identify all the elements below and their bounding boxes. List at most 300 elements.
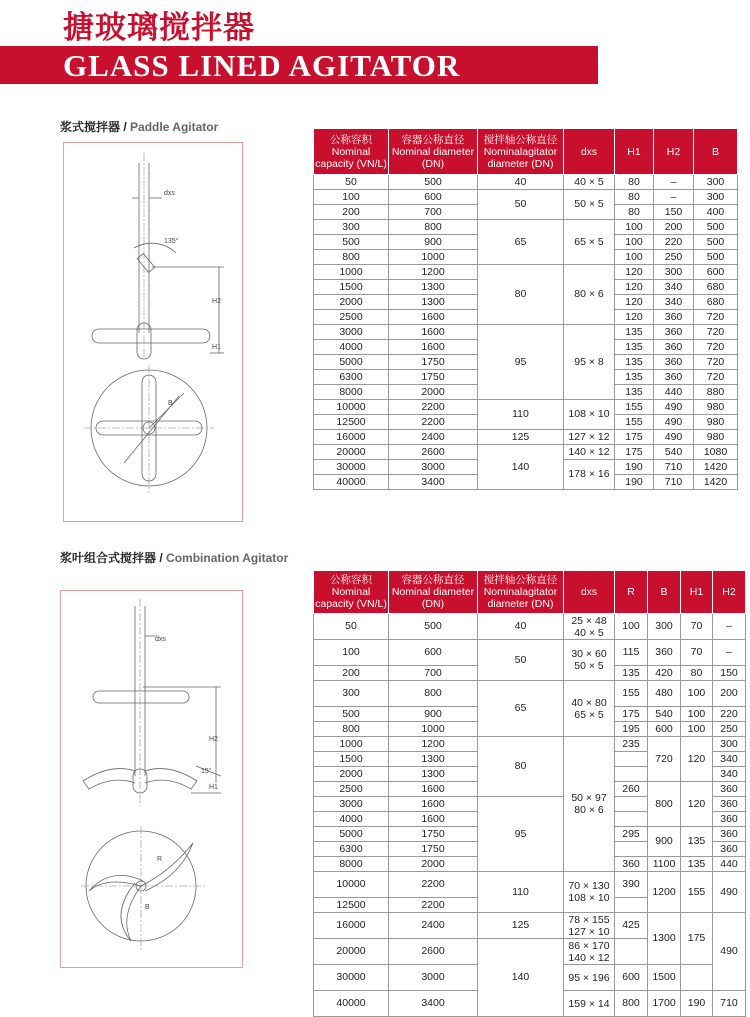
table-row: [314, 400, 738, 415]
table-cell: 490: [713, 913, 746, 991]
table-cell: 100: [314, 190, 389, 205]
table-cell: 10000: [314, 872, 389, 898]
combination-title-sep: /: [159, 551, 163, 565]
table-cell: 50: [314, 614, 389, 640]
table-cell: 425: [615, 913, 648, 939]
table-cell: 700: [389, 205, 478, 220]
table-cell: 980: [694, 430, 738, 445]
table-cell: 65 × 5: [564, 220, 615, 265]
table-cell: 3000: [314, 325, 389, 340]
table-cell: 300: [314, 681, 389, 707]
table-cell: 150: [654, 205, 694, 220]
paddle-drawing: [63, 142, 243, 522]
table-cell: 1750: [389, 370, 478, 385]
table-cell: 135: [615, 340, 654, 355]
table-cell: 16000: [314, 430, 389, 445]
table-cell: 800: [314, 250, 389, 265]
table-cell: 100: [681, 681, 713, 707]
table-cell: 110: [478, 872, 564, 913]
paddle-spec-table: [313, 128, 738, 490]
col-header-capacity: 公称容积 Nominal capacity (VN/L): [314, 129, 389, 175]
table-cell: 100: [681, 707, 713, 722]
r-label: R: [157, 856, 163, 863]
table-cell: 490: [654, 415, 694, 430]
table-cell: 2000: [389, 857, 478, 872]
table-cell: 135: [615, 355, 654, 370]
table-cell: 30 × 60 50 × 5: [564, 640, 615, 681]
table-cell: 80: [681, 666, 713, 681]
paddle-section-title: [60, 118, 218, 135]
table-cell: 2200: [389, 400, 478, 415]
table-cell: 1420: [694, 475, 738, 490]
table-row: [314, 325, 738, 340]
table-cell: 3000: [314, 797, 389, 812]
table-cell: 340: [713, 752, 746, 767]
col-header-dxs: dxs: [564, 129, 615, 175]
table-cell: 50 × 5: [564, 190, 615, 220]
table-cell: 190: [615, 460, 654, 475]
table-cell: 100: [615, 220, 654, 235]
table-cell: 40: [478, 175, 564, 190]
table-cell: 2200: [389, 415, 478, 430]
table-cell: 80: [615, 205, 654, 220]
table-cell: 3000: [389, 965, 478, 991]
table-cell: 440: [713, 857, 746, 872]
table-cell: 1750: [389, 355, 478, 370]
table-cell: 155: [615, 681, 648, 707]
table-cell: 600: [615, 965, 648, 991]
table-cell: 1420: [694, 460, 738, 475]
table-cell: 155: [615, 400, 654, 415]
table-cell: 100: [615, 250, 654, 265]
table-row: [314, 175, 738, 190]
table-cell: 125: [478, 913, 564, 939]
table-cell: 2400: [389, 913, 478, 939]
table-cell: 250: [713, 722, 746, 737]
table-cell: 710: [654, 460, 694, 475]
table-cell: 50: [478, 640, 564, 681]
table-cell: 12500: [314, 415, 389, 430]
table-cell: 175: [615, 445, 654, 460]
table-cell: 360: [648, 640, 681, 666]
h2-label: H2: [209, 736, 218, 743]
table-cell: 16000: [314, 913, 389, 939]
table-cell: 78 × 155 127 × 10: [564, 913, 615, 939]
table-cell: 880: [694, 385, 738, 400]
table-cell: 390: [615, 872, 648, 898]
table-cell: 300: [314, 220, 389, 235]
table-cell: 300: [654, 265, 694, 280]
table-cell: 8000: [314, 385, 389, 400]
table-cell: 800: [615, 991, 648, 1017]
table-cell: 135: [681, 827, 713, 857]
table-cell: 340: [713, 767, 746, 782]
table-cell: 65: [478, 220, 564, 265]
table-cell: 900: [389, 235, 478, 250]
table-cell: [615, 939, 648, 965]
table-cell: 540: [648, 707, 681, 722]
table-cell: 1600: [389, 797, 478, 812]
table-cell: 500: [389, 614, 478, 640]
table-cell: 980: [694, 400, 738, 415]
table-cell: 50: [478, 190, 564, 220]
table-cell: 30000: [314, 460, 389, 475]
table-cell: 1000: [389, 250, 478, 265]
col-header-h1: H1: [615, 129, 654, 175]
table-cell: 2200: [389, 898, 478, 913]
table-cell: 2400: [389, 430, 478, 445]
table-cell: 2600: [389, 445, 478, 460]
combination-title-en: Combination Agitator: [166, 551, 289, 565]
table-cell: 40 × 5: [564, 175, 615, 190]
table-cell: 65: [478, 681, 564, 737]
table-cell: 1000: [314, 265, 389, 280]
table-cell: 135: [615, 385, 654, 400]
table-cell: 175: [615, 430, 654, 445]
table-cell: 135: [615, 325, 654, 340]
combination-section-title: [60, 549, 288, 566]
table-cell: 108 × 10: [564, 400, 615, 430]
table-cell: 3400: [389, 475, 478, 490]
table-cell: 135: [681, 857, 713, 872]
table-cell: 4000: [314, 340, 389, 355]
table-cell: 500: [314, 235, 389, 250]
table-cell: 420: [648, 666, 681, 681]
table-cell: 95: [478, 325, 564, 400]
table-cell: 1600: [389, 812, 478, 827]
table-cell: 100: [615, 235, 654, 250]
table-cell: 710: [713, 991, 746, 1017]
table-cell: 120: [615, 280, 654, 295]
col-header-diameter: 容器公称直径 Nominal diameter (DN): [389, 571, 478, 614]
table-cell: 900: [389, 707, 478, 722]
combination-title-cn: 浆叶组合式搅拌器: [60, 551, 157, 565]
page-title-english: GLASS LINED AGITATOR: [63, 48, 461, 83]
table-cell: 150: [713, 666, 746, 681]
table-cell: 300: [648, 614, 681, 640]
table-row: [314, 445, 738, 460]
table-cell: 1300: [389, 280, 478, 295]
table-cell: 100: [615, 614, 648, 640]
table-cell: 120: [615, 295, 654, 310]
table-cell: 80: [615, 190, 654, 205]
table-row: [314, 265, 738, 280]
h1-label: H1: [212, 344, 221, 351]
table-cell: 115: [615, 640, 648, 666]
table-cell: 80: [478, 265, 564, 325]
angle-label: 135°: [164, 238, 179, 245]
table-cell: [681, 965, 713, 991]
table-cell: 1600: [389, 782, 478, 797]
table-cell: 250: [654, 250, 694, 265]
table-cell: 800: [314, 722, 389, 737]
table-cell: 50 × 97 80 × 6: [564, 737, 615, 872]
table-cell: 25 × 48 40 × 5: [564, 614, 615, 640]
angle-label: 15°: [201, 768, 212, 775]
table-cell: 600: [648, 722, 681, 737]
table-cell: 360: [654, 340, 694, 355]
table-cell: 1500: [314, 752, 389, 767]
combination-spec-table: [313, 570, 746, 1017]
table-cell: 1600: [389, 310, 478, 325]
col-header-diameter: 容器公称直径 Nominal diameter (DN): [389, 129, 478, 175]
table-cell: 5000: [314, 827, 389, 842]
table-cell: 680: [694, 280, 738, 295]
table-cell: 600: [694, 265, 738, 280]
table-cell: 800: [389, 681, 478, 707]
table-cell: 86 × 170 140 × 12: [564, 939, 615, 965]
table-cell: 360: [713, 827, 746, 842]
col-header-h1: H1: [681, 571, 713, 614]
table-cell: 2200: [389, 872, 478, 898]
table-cell: 1600: [389, 325, 478, 340]
dxs-label: dxs: [164, 190, 175, 197]
table-cell: 720: [694, 340, 738, 355]
col-header-b: B: [648, 571, 681, 614]
table-cell: 710: [654, 475, 694, 490]
table-cell: 200: [314, 205, 389, 220]
table-cell: 680: [694, 295, 738, 310]
table-cell: 1750: [389, 842, 478, 857]
table-cell: 1300: [389, 295, 478, 310]
col-header-r: R: [615, 571, 648, 614]
b-label: B: [168, 400, 173, 407]
table-row: [314, 614, 746, 640]
table-row: [314, 190, 738, 205]
table-cell: 1750: [389, 827, 478, 842]
table-cell: 600: [389, 640, 478, 666]
table-cell: [615, 812, 648, 827]
table-cell: 2000: [314, 767, 389, 782]
table-cell: 300: [694, 175, 738, 190]
table-cell: 120: [681, 782, 713, 827]
table-cell: 70: [681, 640, 713, 666]
col-header-b: B: [694, 129, 738, 175]
table-cell: 1700: [648, 991, 681, 1017]
table-cell: 175: [681, 913, 713, 965]
table-cell: 140: [478, 445, 564, 490]
table-cell: –: [713, 640, 746, 666]
table-cell: 500: [314, 707, 389, 722]
table-cell: 8000: [314, 857, 389, 872]
table-cell: 95 × 8: [564, 325, 615, 400]
table-cell: 295: [615, 827, 648, 842]
h1-label: H1: [209, 784, 218, 791]
table-cell: 490: [654, 400, 694, 415]
col-header-agitator-diameter: 搅拌轴公称直径 Nominalagitator diameter (DN): [478, 129, 564, 175]
table-cell: 360: [713, 782, 746, 797]
table-cell: [615, 752, 648, 767]
table-cell: 125: [478, 430, 564, 445]
table-cell: 1500: [648, 965, 681, 991]
table-cell: 500: [694, 250, 738, 265]
table-cell: 3400: [389, 991, 478, 1017]
table-row: [314, 220, 738, 235]
col-header-h2: H2: [654, 129, 694, 175]
col-header-dxs: dxs: [564, 571, 615, 614]
table-cell: 440: [654, 385, 694, 400]
table-cell: 100: [314, 640, 389, 666]
table-cell: 2000: [389, 385, 478, 400]
table-cell: 140: [478, 939, 564, 1017]
table-cell: 4000: [314, 812, 389, 827]
table-cell: 95 × 196: [564, 965, 615, 991]
table-row: [314, 872, 746, 898]
table-cell: 135: [615, 666, 648, 681]
table-cell: 135: [615, 370, 654, 385]
h2-label: H2: [212, 298, 221, 305]
table-cell: 20000: [314, 939, 389, 965]
table-cell: 155: [681, 872, 713, 913]
dxs-label: dxs: [155, 636, 166, 643]
table-cell: 200: [654, 220, 694, 235]
table-cell: 20000: [314, 445, 389, 460]
table-row: [314, 640, 746, 666]
table-cell: 220: [654, 235, 694, 250]
table-cell: 1200: [389, 737, 478, 752]
table-cell: 1100: [648, 857, 681, 872]
table-cell: 300: [694, 190, 738, 205]
table-cell: 360: [713, 812, 746, 827]
table-cell: 540: [654, 445, 694, 460]
table-cell: 178 × 16: [564, 460, 615, 490]
table-cell: 600: [389, 190, 478, 205]
table-cell: [615, 842, 648, 857]
table-cell: 1600: [389, 340, 478, 355]
table-cell: 40000: [314, 991, 389, 1017]
table-cell: 120: [681, 737, 713, 782]
table-cell: 1300: [389, 767, 478, 782]
table-cell: 340: [654, 295, 694, 310]
table-cell: [615, 767, 648, 782]
table-cell: 1000: [389, 722, 478, 737]
table-cell: 80: [615, 175, 654, 190]
table-cell: 720: [694, 310, 738, 325]
table-cell: [615, 898, 648, 913]
b-label: B: [145, 904, 150, 911]
table-cell: 235: [615, 737, 648, 752]
col-header-agitator-diameter: 搅拌轴公称直径 Nominalagitator diameter (DN): [478, 571, 564, 614]
table-cell: 2600: [389, 939, 478, 965]
table-cell: 220: [713, 707, 746, 722]
table-cell: 1080: [694, 445, 738, 460]
table-cell: 720: [694, 370, 738, 385]
table-cell: 190: [615, 475, 654, 490]
table-cell: 195: [615, 722, 648, 737]
table-cell: 12500: [314, 898, 389, 913]
table-cell: 2000: [314, 295, 389, 310]
table-cell: 80: [478, 737, 564, 797]
table-cell: 1300: [389, 752, 478, 767]
table-cell: 155: [615, 415, 654, 430]
table-cell: 5000: [314, 355, 389, 370]
table-cell: 1200: [648, 872, 681, 913]
table-cell: 340: [654, 280, 694, 295]
table-cell: 6300: [314, 370, 389, 385]
table-cell: 1200: [389, 265, 478, 280]
table-cell: 120: [615, 265, 654, 280]
table-cell: 720: [694, 325, 738, 340]
table-cell: 30000: [314, 965, 389, 991]
table-cell: 360: [654, 325, 694, 340]
col-header-h2: H2: [713, 571, 746, 614]
table-cell: 300: [713, 737, 746, 752]
table-cell: 360: [654, 355, 694, 370]
table-cell: –: [713, 614, 746, 640]
table-cell: 120: [615, 310, 654, 325]
table-cell: 6300: [314, 842, 389, 857]
table-cell: 360: [713, 797, 746, 812]
table-cell: 127 × 12: [564, 430, 615, 445]
table-row: [314, 681, 746, 707]
table-cell: 1300: [648, 913, 681, 965]
table-row: [314, 913, 746, 939]
table-cell: 95: [478, 797, 564, 872]
table-cell: 100: [681, 722, 713, 737]
table-cell: [615, 797, 648, 812]
table-cell: 500: [389, 175, 478, 190]
table-cell: 3000: [389, 460, 478, 475]
table-cell: –: [654, 175, 694, 190]
table-cell: 200: [713, 681, 746, 707]
paddle-title-sep: /: [123, 120, 127, 134]
table-cell: 200: [314, 666, 389, 681]
table-row: [314, 430, 738, 445]
paddle-agitator-diagram: [64, 143, 242, 521]
table-cell: 900: [648, 827, 681, 857]
table-cell: 720: [694, 355, 738, 370]
table-cell: 480: [648, 681, 681, 707]
table-cell: 140 × 12: [564, 445, 615, 460]
table-cell: 360: [615, 857, 648, 872]
table-cell: 190: [681, 991, 713, 1017]
table-cell: 720: [648, 737, 681, 782]
combination-agitator-diagram: [61, 591, 242, 967]
table-cell: 159 × 14: [564, 991, 615, 1017]
table-cell: 110: [478, 400, 564, 430]
table-cell: 80 × 6: [564, 265, 615, 325]
table-cell: 800: [389, 220, 478, 235]
table-cell: 500: [694, 220, 738, 235]
table-cell: 2500: [314, 310, 389, 325]
table-cell: 360: [654, 310, 694, 325]
paddle-title-en: Paddle Agitator: [130, 120, 219, 134]
table-cell: 2500: [314, 782, 389, 797]
table-cell: 40 × 80 65 × 5: [564, 681, 615, 737]
table-row: [314, 737, 746, 752]
table-cell: 70: [681, 614, 713, 640]
table-cell: 40000: [314, 475, 389, 490]
table-cell: 1500: [314, 280, 389, 295]
table-cell: 10000: [314, 400, 389, 415]
table-cell: –: [654, 190, 694, 205]
table-cell: 360: [654, 370, 694, 385]
col-header-capacity: 公称容积 Nominal capacity (VN/L): [314, 571, 389, 614]
table-cell: 175: [615, 707, 648, 722]
table-cell: 40: [478, 614, 564, 640]
paddle-title-cn: 浆式搅拌器: [60, 120, 121, 134]
table-cell: 700: [389, 666, 478, 681]
table-cell: 1000: [314, 737, 389, 752]
combination-drawing: [60, 590, 243, 968]
table-cell: 260: [615, 782, 648, 797]
table-cell: 360: [713, 842, 746, 857]
table-cell: 50: [314, 175, 389, 190]
table-cell: 490: [654, 430, 694, 445]
table-cell: 400: [694, 205, 738, 220]
table-cell: 500: [694, 235, 738, 250]
table-cell: 70 × 130 108 × 10: [564, 872, 615, 913]
